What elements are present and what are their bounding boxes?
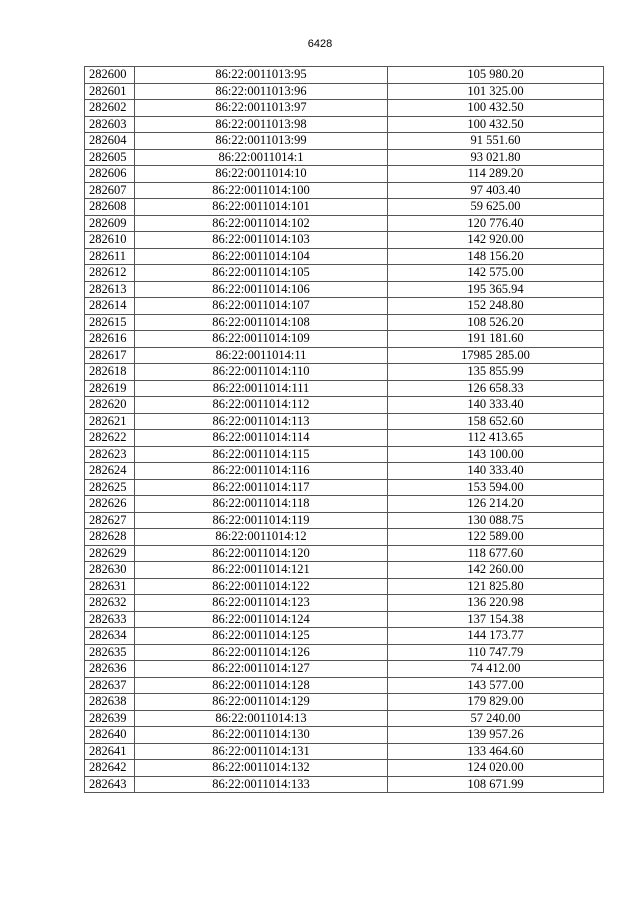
cadastral-number-cell: 86:22:0011014:123	[135, 595, 388, 612]
row-number-cell: 282631	[85, 578, 135, 595]
row-number-cell: 282612	[85, 265, 135, 282]
cadastral-value-cell: 144 173.77	[388, 628, 604, 645]
table-row	[85, 248, 604, 265]
cadastral-number-cell: 86:22:0011014:132	[135, 760, 388, 777]
cadastral-value-cell: 114 289.20	[388, 166, 604, 183]
cadastral-value-cell: 91 551.60	[388, 133, 604, 150]
row-number-cell: 282623	[85, 446, 135, 463]
row-number-cell: 282613	[85, 281, 135, 298]
row-number-cell: 282614	[85, 298, 135, 315]
table-row	[85, 397, 604, 414]
cadastral-number-cell: 86:22:0011013:96	[135, 83, 388, 100]
cadastral-value-cell: 179 829.00	[388, 694, 604, 711]
cadastral-value-cell: 120 776.40	[388, 215, 604, 232]
table-row	[85, 578, 604, 595]
row-number-cell: 282616	[85, 331, 135, 348]
cadastral-value-cell: 137 154.38	[388, 611, 604, 628]
cadastral-number-cell: 86:22:0011014:105	[135, 265, 388, 282]
row-number-cell: 282606	[85, 166, 135, 183]
cadastral-number-cell: 86:22:0011014:103	[135, 232, 388, 249]
table-row	[85, 166, 604, 183]
row-number-cell: 282610	[85, 232, 135, 249]
table-row	[85, 529, 604, 546]
table-row	[85, 182, 604, 199]
table-row	[85, 743, 604, 760]
cadastral-number-cell: 86:22:0011014:110	[135, 364, 388, 381]
cadastral-value-cell: 158 652.60	[388, 413, 604, 430]
row-number-cell: 282638	[85, 694, 135, 711]
cadastral-number-cell: 86:22:0011014:1	[135, 149, 388, 166]
table-row	[85, 67, 604, 84]
cadastral-number-cell: 86:22:0011014:115	[135, 446, 388, 463]
cadastral-value-cell: 143 577.00	[388, 677, 604, 694]
cadastral-number-cell: 86:22:0011014:130	[135, 727, 388, 744]
cadastral-value-cell: 126 658.33	[388, 380, 604, 397]
cadastral-number-cell: 86:22:0011014:127	[135, 661, 388, 678]
table-row	[85, 380, 604, 397]
cadastral-value-cell: 112 413.65	[388, 430, 604, 447]
table-row	[85, 545, 604, 562]
cadastral-value-cell: 142 920.00	[388, 232, 604, 249]
cadastral-value-cell: 57 240.00	[388, 710, 604, 727]
cadastral-value-cell: 135 855.99	[388, 364, 604, 381]
cadastral-number-cell: 86:22:0011014:113	[135, 413, 388, 430]
cadastral-number-cell: 86:22:0011014:100	[135, 182, 388, 199]
row-number-cell: 282637	[85, 677, 135, 694]
cadastral-number-cell: 86:22:0011013:95	[135, 67, 388, 84]
row-number-cell: 282635	[85, 644, 135, 661]
cadastral-value-cell: 121 825.80	[388, 578, 604, 595]
row-number-cell: 282615	[85, 314, 135, 331]
row-number-cell: 282617	[85, 347, 135, 364]
row-number-cell: 282624	[85, 463, 135, 480]
cadastral-number-cell: 86:22:0011013:97	[135, 100, 388, 117]
row-number-cell: 282619	[85, 380, 135, 397]
row-number-cell: 282640	[85, 727, 135, 744]
row-number-cell: 282627	[85, 512, 135, 529]
cadastral-value-cell: 136 220.98	[388, 595, 604, 612]
cadastral-number-cell: 86:22:0011014:114	[135, 430, 388, 447]
table-row	[85, 232, 604, 249]
cadastral-number-cell: 86:22:0011014:122	[135, 578, 388, 595]
table-row	[85, 694, 604, 711]
cadastral-value-cell: 143 100.00	[388, 446, 604, 463]
table-row	[85, 512, 604, 529]
table-row	[85, 199, 604, 216]
table-row	[85, 100, 604, 117]
table-row	[85, 83, 604, 100]
cadastral-number-cell: 86:22:0011014:124	[135, 611, 388, 628]
table-row	[85, 281, 604, 298]
cadastral-value-cell: 153 594.00	[388, 479, 604, 496]
cadastral-value-cell: 195 365.94	[388, 281, 604, 298]
cadastral-number-cell: 86:22:0011014:106	[135, 281, 388, 298]
cadastral-value-cell: 97 403.40	[388, 182, 604, 199]
row-number-cell: 282603	[85, 116, 135, 133]
cadastral-number-cell: 86:22:0011014:108	[135, 314, 388, 331]
table-row	[85, 331, 604, 348]
table-row	[85, 595, 604, 612]
cadastral-value-cell: 142 575.00	[388, 265, 604, 282]
row-number-cell: 282600	[85, 67, 135, 84]
table-row	[85, 463, 604, 480]
row-number-cell: 282618	[85, 364, 135, 381]
cadastral-number-cell: 86:22:0011014:133	[135, 776, 388, 793]
row-number-cell: 282608	[85, 199, 135, 216]
table-row	[85, 298, 604, 315]
row-number-cell: 282602	[85, 100, 135, 117]
table-row	[85, 562, 604, 579]
table-row	[85, 496, 604, 513]
cadastral-number-cell: 86:22:0011014:109	[135, 331, 388, 348]
cadastral-number-cell: 86:22:0011014:121	[135, 562, 388, 579]
row-number-cell: 282633	[85, 611, 135, 628]
cadastral-value-cell: 130 088.75	[388, 512, 604, 529]
table-row	[85, 314, 604, 331]
table-row	[85, 430, 604, 447]
table-row	[85, 661, 604, 678]
cadastral-value-cell: 133 464.60	[388, 743, 604, 760]
row-number-cell: 282607	[85, 182, 135, 199]
table-row	[85, 776, 604, 793]
cadastral-number-cell: 86:22:0011014:13	[135, 710, 388, 727]
cadastral-number-cell: 86:22:0011014:104	[135, 248, 388, 265]
row-number-cell: 282641	[85, 743, 135, 760]
row-number-cell: 282634	[85, 628, 135, 645]
cadastral-number-cell: 86:22:0011014:131	[135, 743, 388, 760]
cadastral-value-table	[84, 66, 604, 793]
cadastral-number-cell: 86:22:0011013:98	[135, 116, 388, 133]
row-number-cell: 282622	[85, 430, 135, 447]
table-row	[85, 364, 604, 381]
table-row	[85, 710, 604, 727]
cadastral-value-cell: 93 021.80	[388, 149, 604, 166]
cadastral-number-cell: 86:22:0011014:102	[135, 215, 388, 232]
cadastral-value-cell: 110 747.79	[388, 644, 604, 661]
row-number-cell: 282609	[85, 215, 135, 232]
row-number-cell: 282642	[85, 760, 135, 777]
cadastral-number-cell: 86:22:0011014:126	[135, 644, 388, 661]
cadastral-value-cell: 108 526.20	[388, 314, 604, 331]
cadastral-number-cell: 86:22:0011014:128	[135, 677, 388, 694]
table-row	[85, 133, 604, 150]
cadastral-value-cell: 140 333.40	[388, 463, 604, 480]
cadastral-value-cell: 17985 285.00	[388, 347, 604, 364]
cadastral-number-cell: 86:22:0011013:99	[135, 133, 388, 150]
cadastral-number-cell: 86:22:0011014:111	[135, 380, 388, 397]
cadastral-number-cell: 86:22:0011014:119	[135, 512, 388, 529]
cadastral-value-cell: 124 020.00	[388, 760, 604, 777]
table-row	[85, 727, 604, 744]
table-row	[85, 446, 604, 463]
cadastral-value-cell: 101 325.00	[388, 83, 604, 100]
row-number-cell: 282604	[85, 133, 135, 150]
row-number-cell: 282632	[85, 595, 135, 612]
cadastral-number-cell: 86:22:0011014:107	[135, 298, 388, 315]
row-number-cell: 282636	[85, 661, 135, 678]
cadastral-number-cell: 86:22:0011014:125	[135, 628, 388, 645]
table-row	[85, 760, 604, 777]
table-row	[85, 215, 604, 232]
cadastral-number-cell: 86:22:0011014:10	[135, 166, 388, 183]
cadastral-value-cell: 148 156.20	[388, 248, 604, 265]
cadastral-number-cell: 86:22:0011014:11	[135, 347, 388, 364]
table-row	[85, 413, 604, 430]
cadastral-number-cell: 86:22:0011014:117	[135, 479, 388, 496]
cadastral-value-cell: 100 432.50	[388, 116, 604, 133]
row-number-cell: 282626	[85, 496, 135, 513]
cadastral-value-cell: 140 333.40	[388, 397, 604, 414]
cadastral-number-cell: 86:22:0011014:118	[135, 496, 388, 513]
cadastral-value-cell: 100 432.50	[388, 100, 604, 117]
cadastral-value-cell: 118 677.60	[388, 545, 604, 562]
row-number-cell: 282630	[85, 562, 135, 579]
row-number-cell: 282628	[85, 529, 135, 546]
row-number-cell: 282639	[85, 710, 135, 727]
cadastral-value-cell: 122 589.00	[388, 529, 604, 546]
cadastral-value-cell: 105 980.20	[388, 67, 604, 84]
table-row	[85, 265, 604, 282]
row-number-cell: 282621	[85, 413, 135, 430]
table-row	[85, 347, 604, 364]
row-number-cell: 282620	[85, 397, 135, 414]
cadastral-number-cell: 86:22:0011014:120	[135, 545, 388, 562]
table-row	[85, 611, 604, 628]
cadastral-number-cell: 86:22:0011014:129	[135, 694, 388, 711]
row-number-cell: 282629	[85, 545, 135, 562]
cadastral-value-cell: 126 214.20	[388, 496, 604, 513]
row-number-cell: 282643	[85, 776, 135, 793]
page-number: 6428	[307, 38, 333, 50]
table-row	[85, 677, 604, 694]
cadastral-number-cell: 86:22:0011014:101	[135, 199, 388, 216]
cadastral-value-cell: 142 260.00	[388, 562, 604, 579]
cadastral-number-cell: 86:22:0011014:116	[135, 463, 388, 480]
row-number-cell: 282625	[85, 479, 135, 496]
cadastral-value-cell: 108 671.99	[388, 776, 604, 793]
table-row	[85, 644, 604, 661]
cadastral-value-cell: 59 625.00	[388, 199, 604, 216]
cadastral-number-cell: 86:22:0011014:12	[135, 529, 388, 546]
cadastral-value-cell: 152 248.80	[388, 298, 604, 315]
cadastral-value-cell: 139 957.26	[388, 727, 604, 744]
cadastral-value-cell: 191 181.60	[388, 331, 604, 348]
table-body	[85, 67, 604, 793]
row-number-cell: 282611	[85, 248, 135, 265]
row-number-cell: 282601	[85, 83, 135, 100]
table-row	[85, 149, 604, 166]
cadastral-number-cell: 86:22:0011014:112	[135, 397, 388, 414]
row-number-cell: 282605	[85, 149, 135, 166]
table-row	[85, 116, 604, 133]
table-row	[85, 479, 604, 496]
table-row	[85, 628, 604, 645]
cadastral-value-cell: 74 412.00	[388, 661, 604, 678]
